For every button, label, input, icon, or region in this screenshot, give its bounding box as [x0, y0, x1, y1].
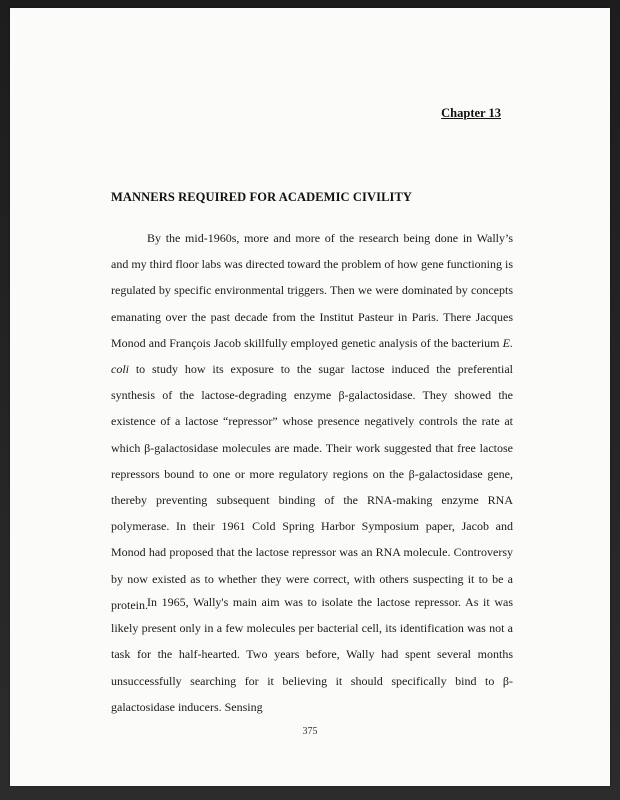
chapter-label: Chapter 13 [441, 106, 501, 120]
page-number: 375 [302, 726, 318, 737]
paragraph-1-italic-term: E. coli [111, 335, 513, 377]
body-paragraph-2: In 1965, Wally's main aim was to isolate the lactose repressor. As it was likely present only in a few molecules per bacterial cell, its identification was not a task for the half-hearted. Two years before, Wally had spent several months unsuccessfully searching for it believing it should specifically bind to β-galactosidase inducers. Sensing [111, 595, 513, 714]
document-page [10, 8, 610, 786]
paragraph-1-text-a: By the mid-1960s, more and more of the research being done in Wally’s and my third floor labs was directed toward the problem of how gene functioning is regulated by specific environmental triggers. Then we were dominated by concepts emanating over the past decade from the Institut Pasteur in Paris. There Jacques Monod and François Jacob skillfully employed genetic analysis of the bacterium [111, 231, 513, 350]
section-heading: MANNERS REQUIRED FOR ACADEMIC CIVILITY [111, 190, 413, 204]
body-paragraph-1 [111, 225, 513, 618]
paragraph-1-text-b: to study how its exposure to the sugar lactose induced the preferential synthesis of the lactose-degrading enzyme β-galactosidase. They showed the existence of a lactose “repressor” whose presence negatively controls the rate at which β-galactosidase molecules are made. Their work suggested that free lactose repressors bound to one or more regulatory regions on the β-galactosidase gene, thereby preventing subsequent binding of the RNA-making enzyme RNA polymerase. In their 1961 Cold Spring Harbor Symposium paper, Jacob and Monod had proposed that the lactose repressor was an RNA molecule. Controversy by now existed as to whether they were correct, with others suspecting it to be a protein. [111, 362, 513, 612]
